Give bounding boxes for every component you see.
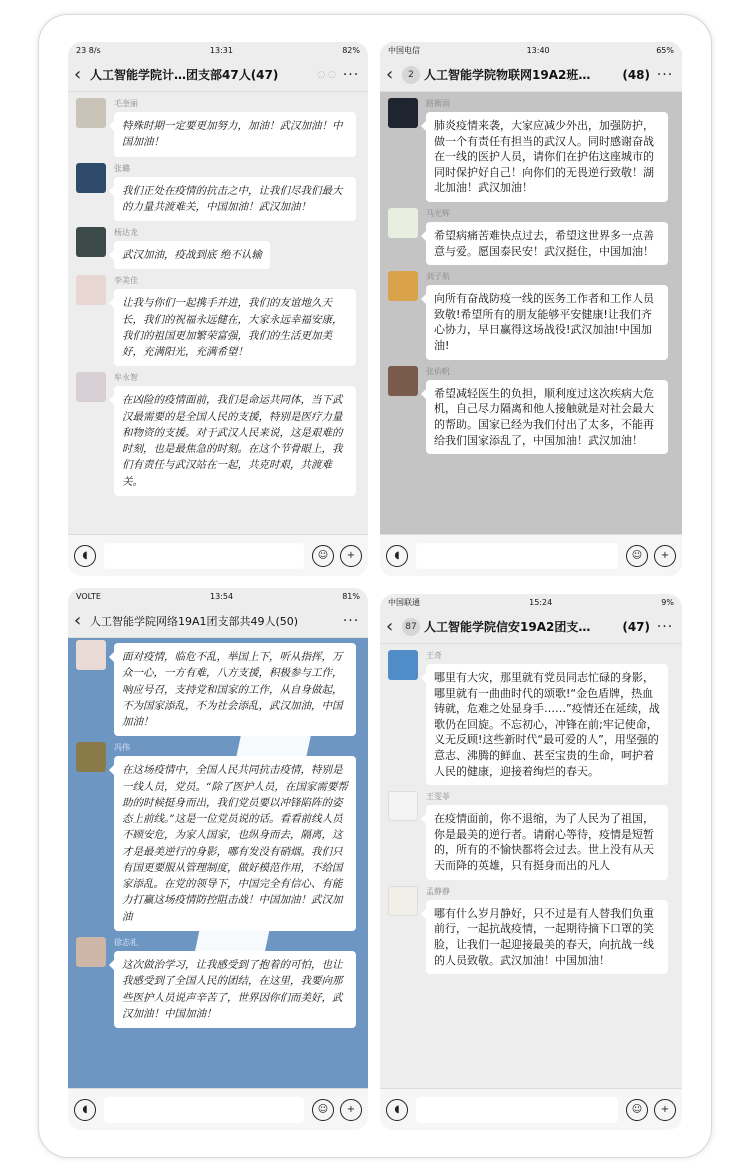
back-icon[interactable]: ‹ bbox=[74, 63, 82, 85]
message-bubble[interactable]: 在疫情面前，你不退缩，为了人民为了祖国，你是最美的逆行者。请耐心等待，疫情是短暂的，所有的不愉快都将会过去。世上没有从天天而降的英雄，只有挺身而出的凡人 bbox=[426, 805, 668, 879]
sender-name: 张璐 bbox=[114, 163, 130, 173]
chat-panel-2 bbox=[380, 42, 682, 576]
message-item bbox=[68, 742, 368, 931]
emoji-icon[interactable]: ☺ bbox=[626, 1099, 648, 1121]
chat-header bbox=[380, 610, 682, 644]
chat-title: 人工智能学院网络19A1团支部共49人(50) bbox=[90, 614, 299, 628]
message-item bbox=[380, 208, 682, 265]
message-item bbox=[68, 275, 368, 366]
status-battery: 81% bbox=[342, 591, 360, 601]
chat-header bbox=[380, 58, 682, 92]
sender-name: 牟永智 bbox=[114, 373, 138, 383]
message-item bbox=[68, 372, 368, 496]
status-bar bbox=[68, 42, 368, 58]
more-icon[interactable]: ··· bbox=[656, 618, 674, 635]
plus-icon[interactable]: + bbox=[340, 545, 362, 567]
sender-name: 王奇 bbox=[426, 651, 442, 660]
status-bar bbox=[380, 594, 682, 610]
message-bubble[interactable]: 武汉加油，疫战到底 绝不认输 bbox=[114, 241, 270, 269]
message-item bbox=[380, 886, 682, 974]
status-time: 13:54 bbox=[210, 591, 234, 601]
message-item bbox=[68, 227, 368, 269]
avatar[interactable] bbox=[76, 98, 106, 128]
message-item bbox=[68, 163, 368, 222]
sender-name: 杨达龙 bbox=[114, 228, 138, 238]
status-battery: 65% bbox=[656, 45, 674, 55]
message-bubble[interactable]: 特殊时期一定要更加努力，加油！武汉加油！中国加油！ bbox=[114, 112, 356, 157]
back-icon[interactable]: ‹ bbox=[74, 609, 82, 631]
message-bubble[interactable]: 这次做治学习，让我感受到了抱着的可怕，也让我感受到了全国人民的团结，在这里，我要向那些医护人员说声辛苦了，世界因你们而美好，武汉加油！中国加油！ bbox=[114, 951, 356, 1028]
plus-icon[interactable]: + bbox=[654, 545, 676, 567]
sender-name: 冯伟 bbox=[114, 743, 130, 753]
sender-name: 马光辉 bbox=[426, 209, 450, 219]
plus-icon[interactable]: + bbox=[654, 1099, 676, 1121]
message-list[interactable] bbox=[380, 92, 682, 534]
sender-name: 路衡雨 bbox=[426, 99, 450, 108]
message-item bbox=[68, 640, 368, 736]
sender-name: 李美佳 bbox=[114, 276, 138, 286]
avatar[interactable] bbox=[76, 742, 106, 772]
input-bar bbox=[68, 1088, 368, 1130]
status-bar bbox=[68, 588, 368, 604]
avatar[interactable] bbox=[76, 372, 106, 402]
input-bar bbox=[380, 534, 682, 576]
message-input[interactable] bbox=[416, 1097, 618, 1123]
chat-title: 人工智能学院计…团支部47人(47) bbox=[90, 68, 279, 82]
voice-icon[interactable]: ◖ bbox=[74, 545, 96, 567]
member-count: (47) bbox=[622, 619, 650, 634]
message-item bbox=[380, 271, 682, 359]
message-bubble[interactable]: 让我与你们一起携手并进，我们的友谊地久天长，我们的祝福永远健在，大家永远幸福安康，我们的祖国更加繁荣富强，我们的生活更加美好，充满阳光，充满希望！ bbox=[114, 289, 356, 366]
member-count: (48) bbox=[622, 67, 650, 82]
status-time: 13:40 bbox=[526, 45, 550, 55]
chat-title: 人工智能学院信安19A2团支… bbox=[424, 620, 591, 634]
status-battery: 82% bbox=[342, 45, 360, 55]
message-list[interactable] bbox=[68, 92, 368, 534]
message-item bbox=[380, 366, 682, 454]
avatar[interactable] bbox=[388, 650, 418, 680]
sender-name: 孟静静 bbox=[426, 886, 450, 896]
back-icon[interactable]: ‹ bbox=[386, 63, 394, 85]
message-input[interactable] bbox=[104, 543, 304, 569]
emoji-icon[interactable]: ☺ bbox=[312, 1099, 334, 1121]
avatar[interactable] bbox=[388, 791, 418, 821]
unread-badge: 87 bbox=[402, 618, 420, 636]
avatar[interactable] bbox=[76, 275, 106, 305]
status-carrier: 中国联通 bbox=[388, 597, 420, 607]
status-signal: VOLTE bbox=[76, 591, 101, 601]
message-bubble[interactable]: 在这场疫情中，全国人民共同抗击疫情，特别是一线人员，党员。“除了医护人员，在国家需要帮助的时候挺身而出，我们党员要以冲锋陷阵的姿态上前线。”这是一位党员说的话。看看前线人员不顾安危，为家人国家，也纵身而去，隔离，这才是最美逆行的身影，哪有发没有硝烟。我们只有国更要服从管理制度，做好模范作用，不给国家添乱。在党的领导下，中国完全有信心、有能力打赢这场疫情防控阻击战！中国加油！武汉加油 bbox=[114, 756, 356, 931]
avatar[interactable] bbox=[388, 271, 418, 301]
sender-name: 王雯菲 bbox=[426, 792, 450, 802]
status-time: 15:24 bbox=[529, 597, 553, 607]
status-battery: 9% bbox=[661, 597, 674, 607]
avatar[interactable] bbox=[76, 640, 106, 670]
status-signal: 23 8/s bbox=[76, 45, 101, 55]
message-item bbox=[68, 937, 368, 1028]
back-icon[interactable]: ‹ bbox=[386, 615, 394, 637]
mute-icon: ◌ ◌ bbox=[317, 69, 336, 80]
avatar[interactable] bbox=[76, 937, 106, 967]
voice-icon[interactable]: ◖ bbox=[74, 1099, 96, 1121]
plus-icon[interactable]: + bbox=[340, 1099, 362, 1121]
chat-panel-1 bbox=[68, 42, 368, 576]
message-bubble[interactable]: 肺炎疫情来袭，大家应减少外出，加强防护，做一个有责任有担当的武汉人。同时感谢奋战在一线的医护人员，请你们在护佑这座城市的同时保护好自己！向你们的无畏逆行致敬！湖北加油！武汉加油！ bbox=[426, 112, 668, 202]
avatar[interactable] bbox=[76, 163, 106, 193]
more-icon[interactable]: ··· bbox=[342, 66, 360, 83]
message-bubble[interactable]: 哪有什么岁月静好，只不过是有人替我们负重前行，一起抗战疫情，一起期待摘下口罩的笑脸，让我们一起迎接最美的春天，向抗战一线的人员致敬。武汉加油！中国加油！ bbox=[426, 900, 668, 974]
message-bubble[interactable]: 希望病痛苦难快点过去，希望这世界多一点善意与爱。愿国泰民安！武汉挺住，中国加油！ bbox=[426, 222, 668, 265]
message-bubble[interactable]: 在凶险的疫情面前，我们是命运共同体，当下武汉最需要的是全国人民的支援，特别是医疗力量和物资的支援。对于武汉人民来说，这是艰难的时刻，也是最焦急的时刻。在这个节骨眼上，我们有责任与武汉站在一起，共克时艰，共渡难关。 bbox=[114, 386, 356, 496]
more-icon[interactable]: ··· bbox=[656, 66, 674, 83]
message-bubble[interactable]: 向所有奋战防疫一线的医务工作者和工作人员致敬!希望所有的朋友能够平安健康!让我们齐心协力，早日赢得这场战役!武汉加油!中国加油! bbox=[426, 285, 668, 359]
avatar[interactable] bbox=[388, 366, 418, 396]
message-item bbox=[68, 98, 368, 157]
voice-icon[interactable]: ◖ bbox=[386, 1099, 408, 1121]
sender-name: 刘子航 bbox=[426, 272, 450, 282]
chat-panel-4 bbox=[380, 594, 682, 1130]
voice-icon[interactable]: ◖ bbox=[386, 545, 408, 567]
message-bubble[interactable]: 面对疫情，临危不乱，举国上下，听从指挥，万众一心，一方有难，八方支援，积极参与工作，响应号召，支持党和国家的工作，从自身做起，不为国家添乱，不为社会添乱，武汉加油，中国加油！ bbox=[114, 643, 356, 736]
sender-name: 毛奎丽 bbox=[114, 99, 138, 108]
chat-header bbox=[68, 604, 368, 638]
message-bubble[interactable]: 希望减轻医生的负担，顺利度过这次疾病大危机，自己尽力隔离和他人接触就是对社会最大的帮助。国家已经为我们付出了太多，不能再给我们国家添乱了，中国加油！武汉加油！ bbox=[426, 380, 668, 454]
avatar[interactable] bbox=[76, 227, 106, 257]
sender-name: 徐志礼 bbox=[114, 937, 138, 947]
emoji-icon[interactable]: ☺ bbox=[626, 545, 648, 567]
message-bubble[interactable]: 哪里有大灾，那里就有党员同志忙碌的身影，哪里就有一曲曲时代的颂歌!“金色盾牌，热血铸就，危难之处显身手……”疫情还在延续，战歌仍在回旋。不忘初心，冲锋在前;牢记使命，义无反顾!这些新时代“最可爱的人”，用坚强的意志、沸腾的鲜血、甚至宝贵的生命，呵护着人民的健康，迎接着绚烂的春天。 bbox=[426, 664, 668, 785]
input-bar bbox=[68, 534, 368, 576]
chat-header bbox=[68, 58, 368, 92]
more-icon[interactable]: ··· bbox=[342, 612, 360, 629]
chat-title: 人工智能学院物联网19A2班… bbox=[424, 68, 591, 82]
message-input[interactable] bbox=[104, 1097, 304, 1123]
status-bar bbox=[380, 42, 682, 58]
message-list[interactable] bbox=[68, 638, 368, 1088]
status-time: 13:31 bbox=[209, 45, 233, 55]
avatar[interactable] bbox=[388, 886, 418, 916]
avatar[interactable] bbox=[388, 98, 418, 128]
chat-panel-3 bbox=[68, 588, 368, 1130]
message-input[interactable] bbox=[416, 543, 618, 569]
message-list[interactable] bbox=[380, 644, 682, 1088]
unread-badge: 2 bbox=[402, 66, 420, 84]
message-bubble[interactable]: 我们正处在疫情的抗击之中，让我们尽我们最大的力量共渡难关，中国加油！武汉加油！ bbox=[114, 177, 356, 222]
message-item bbox=[380, 98, 682, 202]
message-item bbox=[380, 650, 682, 785]
avatar[interactable] bbox=[388, 208, 418, 238]
input-bar bbox=[380, 1088, 682, 1130]
message-item bbox=[380, 791, 682, 879]
emoji-icon[interactable]: ☺ bbox=[312, 545, 334, 567]
status-carrier: 中国电信 bbox=[388, 45, 420, 55]
sender-name: 张佑帆 bbox=[426, 366, 450, 376]
